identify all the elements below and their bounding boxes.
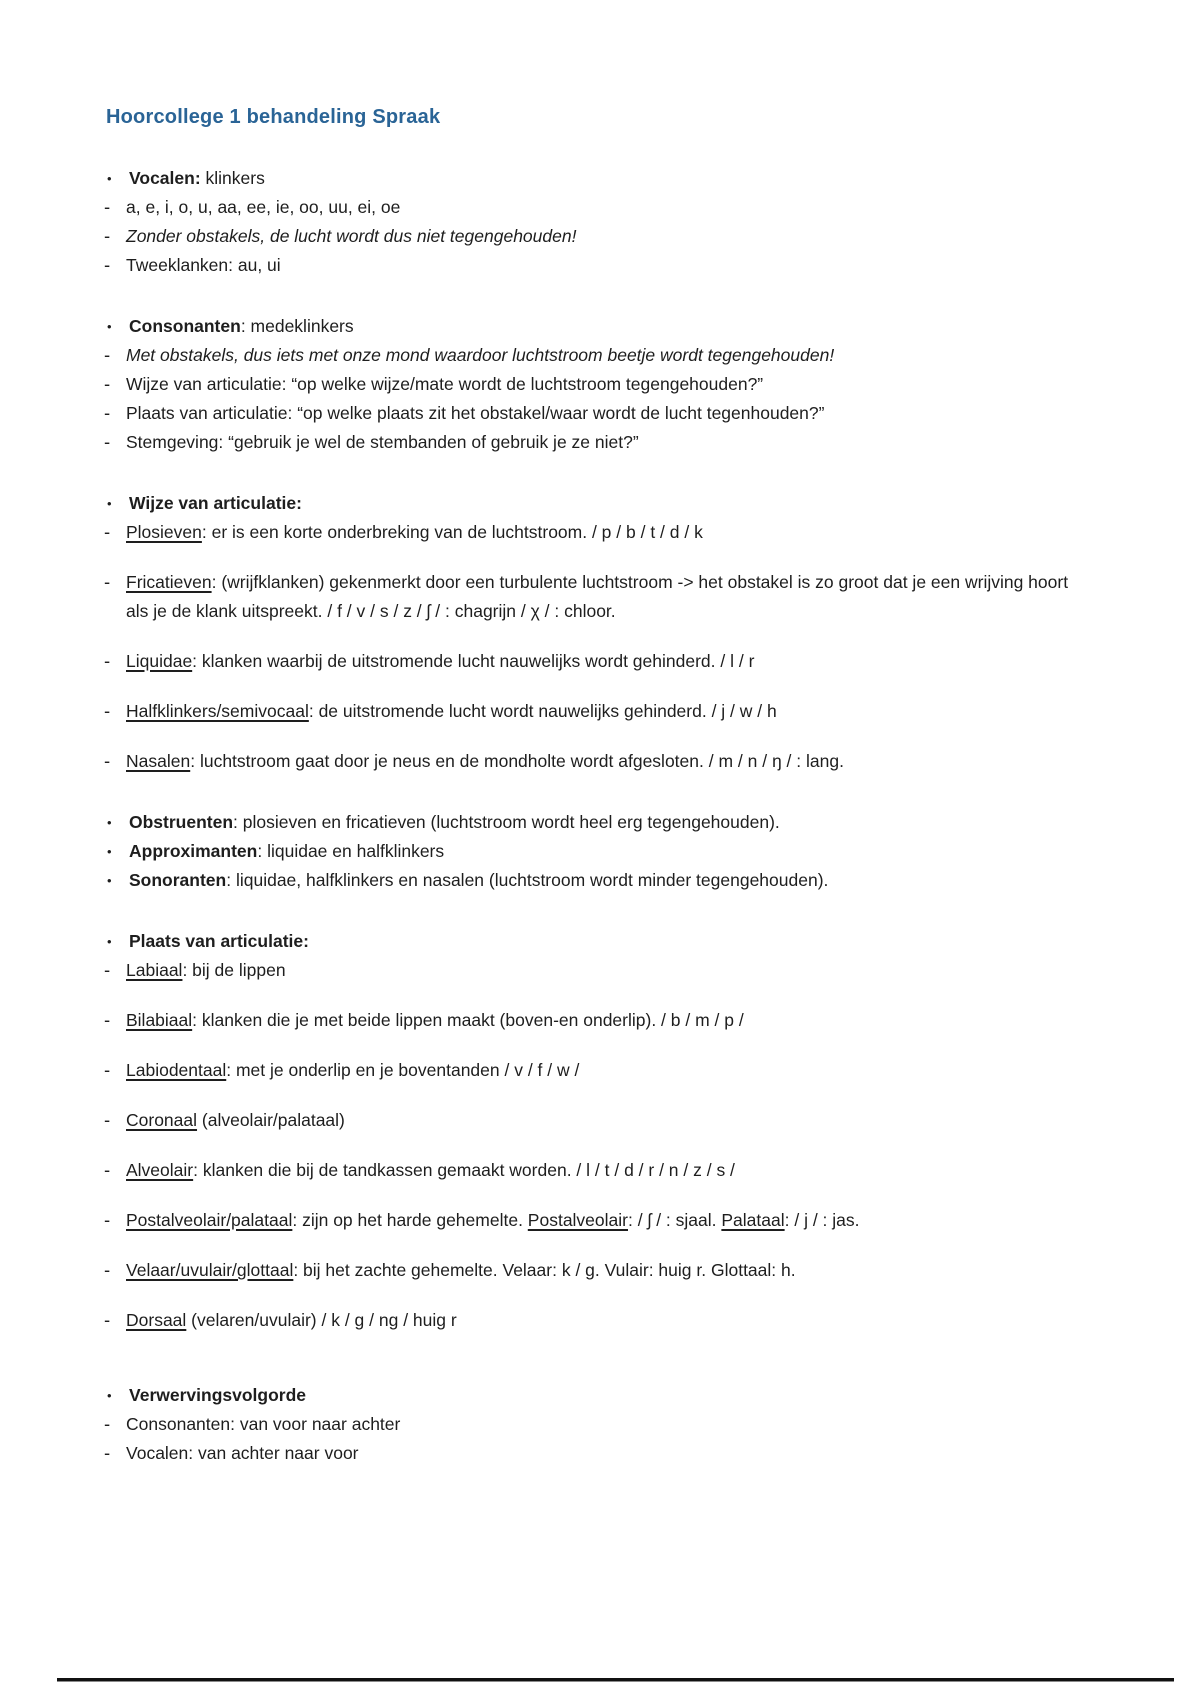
text-run: : bij de lippen — [182, 960, 286, 980]
text-run: : bij het zachte gehemelte. Velaar: k / g. Vulair: huig r. Glottaal: h. — [293, 1260, 796, 1280]
text-run: : medeklinkers — [240, 316, 354, 336]
list-item — [104, 1306, 1089, 1335]
list-item-text — [126, 747, 1089, 776]
text-run: Coronaal — [126, 1110, 198, 1130]
page-title: Hoorcollege 1 behandeling Spraak — [106, 106, 441, 128]
text-run: Vocalen: van achter naar voor — [126, 1443, 359, 1463]
list-item-text — [126, 1306, 1089, 1335]
list-item — [104, 489, 1089, 518]
bullet-dash-marker: - — [104, 254, 111, 275]
bullet-dash-marker: - — [104, 373, 111, 394]
text-run: : luchtstroom gaat door je neus en de mondholte wordt afgesloten. / m / n / ŋ / : lang. — [190, 751, 844, 771]
bullet-dash-marker: - — [104, 431, 111, 452]
list-item — [104, 1381, 1089, 1410]
list-item-text — [129, 808, 1089, 837]
list-item-text — [129, 837, 1089, 866]
text-run: Met obstakels, dus iets met onze mond waardoor luchtstroom beetje wordt tegengehouden! — [126, 345, 835, 365]
text-run: : / ʃ / : sjaal. — [628, 1210, 722, 1230]
list-item-text — [126, 1410, 1089, 1439]
text-run: : (wrijfklanken) gekenmerkt door een turbulente luchtstroom -> het obstakel is zo groot dat je een wrijving hoort als je de klank uitspreekt. / f / v / s / z / ʃ / : chagrijn / χ / : chloor. — [126, 572, 1069, 621]
bullet-dash-marker: - — [104, 225, 111, 246]
text-run: Plosieven — [126, 522, 202, 542]
bullet-dash-marker: - — [104, 1159, 111, 1180]
text-run: : zijn op het harde gehemelte. — [292, 1210, 528, 1230]
bullet-dash-marker: - — [104, 1309, 111, 1330]
list-item — [104, 1006, 1089, 1035]
bullet-dot-marker: • — [107, 319, 112, 334]
list-item — [104, 697, 1089, 726]
list-item — [104, 312, 1089, 341]
list-item — [104, 341, 1089, 370]
list-item — [104, 428, 1089, 457]
list-item — [104, 1206, 1089, 1235]
list-item-text — [126, 518, 1089, 547]
text-run: Postalveolair — [527, 1210, 628, 1230]
text-run: Approximanten — [129, 841, 258, 861]
bullet-dash-marker: - — [104, 1209, 111, 1230]
section — [104, 1381, 1089, 1468]
text-run: : klanken die je met beide lippen maakt (boven-en onderlip). / b / m / p / — [192, 1010, 744, 1030]
list-item — [104, 251, 1089, 280]
list-item — [104, 399, 1089, 428]
text-run: : klanken die bij de tandkassen gemaakt worden. / l / t / d / r / n / z / s / — [193, 1160, 735, 1180]
list-item-text — [126, 956, 1089, 985]
list-item — [104, 927, 1089, 956]
list-item — [104, 1410, 1089, 1439]
bullet-dash-marker: - — [104, 402, 111, 423]
text-run: Bilabiaal — [126, 1010, 193, 1030]
bullet-dash-marker: - — [104, 521, 111, 542]
list-item-text — [129, 866, 1089, 895]
bullet-dot-marker: • — [107, 496, 112, 511]
bullet-dash-marker: - — [104, 1442, 111, 1463]
list-item — [104, 370, 1089, 399]
text-run: Fricatieven — [126, 572, 212, 592]
bullet-dot-marker: • — [107, 815, 112, 830]
page-bottom-divider — [57, 1678, 1174, 1682]
list-item-text — [129, 927, 1089, 956]
bullet-dot-marker: • — [107, 171, 112, 186]
bullet-dash-marker: - — [104, 1009, 111, 1030]
text-run: Labiodentaal — [126, 1060, 227, 1080]
text-run: : de uitstromende lucht wordt nauwelijks gehinderd. / j / w / h — [308, 701, 777, 721]
text-run: : liquidae en halfklinkers — [257, 841, 445, 861]
bullet-dash-marker: - — [104, 1059, 111, 1080]
text-run: : / j / : jas. — [784, 1210, 860, 1230]
list-item — [104, 866, 1089, 895]
text-run: Postalveolair/palataal — [126, 1210, 293, 1230]
list-item — [104, 518, 1089, 547]
document-body — [104, 164, 1089, 1468]
list-item-text — [126, 193, 1089, 222]
list-item — [104, 808, 1089, 837]
list-item-text — [129, 489, 1089, 518]
list-item — [104, 837, 1089, 866]
text-run: Alveolair — [126, 1160, 194, 1180]
text-run: Consonanten: van voor naar achter — [126, 1414, 401, 1434]
section — [104, 808, 1089, 895]
text-run: Wijze van articulatie: “op welke wijze/mate wordt de luchtstroom tegengehouden?” — [126, 374, 764, 394]
list-item-text — [126, 568, 1089, 626]
bullet-dash-marker: - — [104, 1413, 111, 1434]
bullet-dash-marker: - — [104, 650, 111, 671]
text-run: Plaats van articulatie: “op welke plaats zit het obstakel/waar wordt de lucht tegenhouden?” — [126, 403, 825, 423]
list-item-text — [126, 428, 1089, 457]
bullet-dash-marker: - — [104, 571, 111, 592]
section — [104, 164, 1089, 280]
text-run: Obstruenten — [129, 812, 234, 832]
list-item-text — [126, 1006, 1089, 1035]
bullet-dot-marker: • — [107, 844, 112, 859]
text-run: Vocalen: — [129, 168, 201, 188]
list-item-text — [126, 1106, 1089, 1135]
text-run: Consonanten — [129, 316, 241, 336]
section — [104, 927, 1089, 1335]
list-item-text — [129, 164, 1089, 193]
bullet-dot-marker: • — [107, 934, 112, 949]
list-item-text — [126, 370, 1089, 399]
text-run: : klanken waarbij de uitstromende lucht nauwelijks wordt gehinderd. / l / r — [192, 651, 755, 671]
list-item — [104, 1439, 1089, 1468]
list-item — [104, 1256, 1089, 1285]
text-run: a, e, i, o, u, aa, ee, ie, oo, uu, ei, oe — [126, 197, 401, 217]
list-item — [104, 956, 1089, 985]
text-run: Tweeklanken: au, ui — [126, 255, 281, 275]
text-run: Liquidae — [126, 651, 193, 671]
list-item — [104, 568, 1089, 626]
list-item-text — [129, 1381, 1089, 1410]
document-content — [104, 104, 1089, 1468]
list-item — [104, 164, 1089, 193]
text-run: klinkers — [200, 168, 265, 188]
text-run: Halfklinkers/semivocaal — [126, 701, 309, 721]
list-item-text — [126, 222, 1089, 251]
list-item-text — [126, 251, 1089, 280]
text-run: : plosieven en fricatieven (luchtstroom wordt heel erg tegengehouden). — [233, 812, 780, 832]
text-run: : met je onderlip en je boventanden / v / f / w / — [226, 1060, 580, 1080]
text-run: Labiaal — [126, 960, 183, 980]
list-item-text — [126, 399, 1089, 428]
list-item-text — [129, 312, 1089, 341]
text-run: Zonder obstakels, de lucht wordt dus niet tegengehouden! — [126, 226, 577, 246]
list-item-text — [126, 647, 1089, 676]
list-item-text — [126, 1256, 1089, 1285]
bullet-dash-marker: - — [104, 1259, 111, 1280]
text-run: Plaats van articulatie: — [129, 931, 309, 951]
list-item — [104, 747, 1089, 776]
text-run: Nasalen — [126, 751, 191, 771]
list-item-text — [126, 1056, 1089, 1085]
list-item — [104, 193, 1089, 222]
text-run: Wijze van articulatie: — [129, 493, 302, 513]
list-item-text — [126, 1439, 1089, 1468]
text-run: (alveolair/palataal) — [197, 1110, 345, 1130]
bullet-dash-marker: - — [104, 344, 111, 365]
text-run: : er is een korte onderbreking van de luchtstroom. / p / b / t / d / k — [201, 522, 703, 542]
list-item-text — [126, 697, 1089, 726]
bullet-dash-marker: - — [104, 959, 111, 980]
bullet-dash-marker: - — [104, 196, 111, 217]
list-item — [104, 647, 1089, 676]
text-run: (velaren/uvulair) / k / g / ng / huig r — [186, 1310, 457, 1330]
section — [104, 489, 1089, 776]
text-run: Sonoranten — [129, 870, 227, 890]
list-item — [104, 1156, 1089, 1185]
list-item — [104, 222, 1089, 251]
list-item-text — [126, 341, 1089, 370]
bullet-dash-marker: - — [104, 750, 111, 771]
bullet-dash-marker: - — [104, 1109, 111, 1130]
section — [104, 312, 1089, 457]
text-run: : liquidae, halfklinkers en nasalen (luchtstroom wordt minder tegengehouden). — [226, 870, 829, 890]
text-run: Stemgeving: “gebruik je wel de stembanden of gebruik je ze niet?” — [126, 432, 639, 452]
list-item — [104, 1056, 1089, 1085]
text-run: Velaar/uvulair/glottaal — [126, 1260, 294, 1280]
bullet-dot-marker: • — [107, 873, 112, 888]
text-run: Dorsaal — [126, 1310, 187, 1330]
text-run: Palataal — [721, 1210, 785, 1230]
text-run: Verwervingsvolgorde — [129, 1385, 307, 1405]
list-item-text — [126, 1206, 1089, 1235]
list-item — [104, 1106, 1089, 1135]
bullet-dash-marker: - — [104, 700, 111, 721]
bullet-dot-marker: • — [107, 1388, 112, 1403]
list-item-text — [126, 1156, 1089, 1185]
